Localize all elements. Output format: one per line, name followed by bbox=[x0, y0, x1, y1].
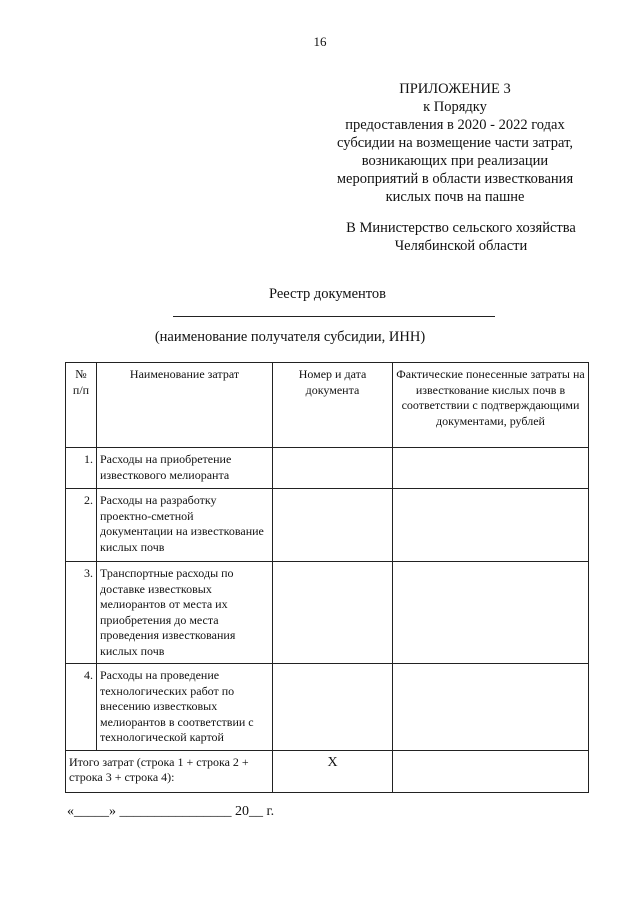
total-doc-cell: X bbox=[273, 750, 393, 792]
header-name: Наименование затрат bbox=[97, 363, 273, 448]
page-number: 16 bbox=[313, 34, 327, 49]
row-doc-cell[interactable] bbox=[273, 562, 393, 664]
row-amount-cell[interactable] bbox=[393, 562, 589, 664]
row-amount-cell[interactable] bbox=[393, 489, 589, 562]
header-num: № п/п bbox=[66, 363, 97, 448]
total-label: Итого затрат (строка 1 + строка 2 + строка 3 + строка 4): bbox=[66, 750, 273, 792]
recipient-name-hint: (наименование получателя субсидии, ИНН) bbox=[154, 329, 426, 345]
row-num: 4. bbox=[66, 664, 97, 751]
row-amount-cell[interactable] bbox=[393, 664, 589, 751]
row-doc-cell[interactable] bbox=[273, 489, 393, 562]
registry-title: Реестр документов bbox=[268, 286, 387, 302]
row-expense-name: Расходы на проведение технологических работ по внесению известковых мелиорантов в соответствии с технологической картой bbox=[97, 664, 273, 751]
row-doc-cell[interactable] bbox=[273, 664, 393, 751]
table-row bbox=[66, 664, 589, 751]
appendix-header bbox=[300, 80, 610, 206]
table-row bbox=[66, 448, 589, 489]
row-num: 2. bbox=[66, 489, 97, 562]
recipient-block bbox=[316, 219, 606, 255]
table-header-row bbox=[66, 363, 589, 448]
recipient-line: В Министерство сельского хозяйства bbox=[346, 220, 576, 236]
table-total-row bbox=[66, 750, 589, 792]
appendix-line: кислых почв на пашне bbox=[385, 189, 525, 205]
header-amount: Фактические понесенные затраты на известкование кислых почв в соответствии с подтверждающими документами, рублей bbox=[393, 363, 589, 448]
row-doc-cell[interactable] bbox=[273, 448, 393, 489]
row-expense-name: Расходы на приобретение известкового мелиоранта bbox=[97, 448, 273, 489]
header-doc: Номер и дата документа bbox=[273, 363, 393, 448]
appendix-line: возникающих при реализации bbox=[361, 153, 549, 169]
row-num: 3. bbox=[66, 562, 97, 664]
appendix-line: мероприятий в области известкования bbox=[336, 171, 574, 187]
appendix-line: предоставления в 2020 - 2022 годах bbox=[345, 117, 565, 133]
row-amount-cell[interactable] bbox=[393, 448, 589, 489]
recipient-name-field-line[interactable] bbox=[173, 316, 495, 317]
row-expense-name: Расходы на разработку проектно-сметной документации на известкование кислых почв bbox=[97, 489, 273, 562]
registry-table bbox=[65, 362, 589, 793]
table-row bbox=[66, 562, 589, 664]
total-amount-cell[interactable] bbox=[393, 750, 589, 792]
appendix-line: субсидии на возмещение части затрат, bbox=[337, 135, 573, 151]
table-row bbox=[66, 489, 589, 562]
recipient-line: Челябинской области bbox=[394, 238, 528, 254]
date-line[interactable]: «_____» ________________ 20__ г. bbox=[67, 804, 275, 819]
appendix-line: к Порядку bbox=[423, 99, 487, 115]
appendix-title: ПРИЛОЖЕНИЕ 3 bbox=[399, 81, 511, 97]
row-expense-name: Транспортные расходы по доставке известковых мелиорантов от места их приобретения до места проведения известкования кислых почв bbox=[97, 562, 273, 664]
row-num: 1. bbox=[66, 448, 97, 489]
